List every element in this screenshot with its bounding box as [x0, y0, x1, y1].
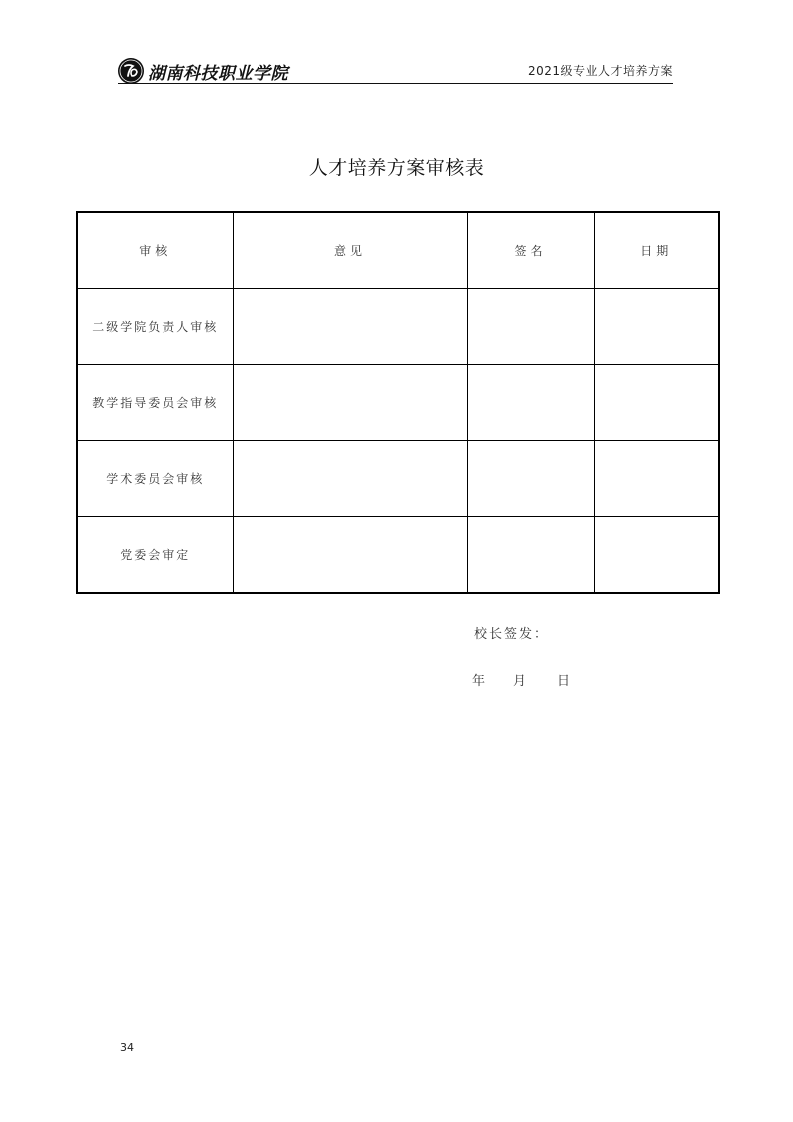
signoff-month-label: 月 [513, 674, 527, 689]
signature-cell [467, 365, 594, 441]
row-label: 二级学院负责人审核 [77, 289, 233, 365]
date-cell [594, 517, 719, 594]
row-label: 党委会审定 [77, 517, 233, 594]
opinion-cell [233, 365, 467, 441]
table-row [77, 365, 719, 441]
table-row [77, 517, 719, 594]
signoff-year-label: 年 [472, 674, 486, 689]
header-divider [118, 83, 673, 84]
document-header-title: 2021级专业人才培养方案 [527, 64, 673, 78]
review-table [76, 211, 720, 594]
opinion-cell [233, 289, 467, 365]
signature-cell [467, 441, 594, 517]
principal-signoff-label: 校长签发： [474, 627, 550, 642]
signoff-day-label: 日 [557, 674, 571, 689]
row-label: 学术委员会审核 [77, 441, 233, 517]
column-header-review: 审核 [77, 212, 233, 289]
signature-cell [467, 289, 594, 365]
opinion-cell [233, 517, 467, 594]
table-row [77, 441, 719, 517]
page-number: 34 [120, 1041, 134, 1054]
college-logo-text: 湖南科技职业学院 [148, 64, 288, 84]
column-header-opinion: 意见 [233, 212, 467, 289]
column-header-signature: 签名 [467, 212, 594, 289]
signature-cell [467, 517, 594, 594]
opinion-cell [233, 441, 467, 517]
date-cell [594, 365, 719, 441]
date-cell [594, 289, 719, 365]
table-header-row [77, 212, 719, 289]
date-cell [594, 441, 719, 517]
row-label: 教学指导委员会审核 [77, 365, 233, 441]
column-header-date: 日期 [594, 212, 719, 289]
college-emblem-icon [117, 57, 145, 85]
page-title: 人才培养方案审核表 [308, 157, 485, 179]
table-row [77, 289, 719, 365]
